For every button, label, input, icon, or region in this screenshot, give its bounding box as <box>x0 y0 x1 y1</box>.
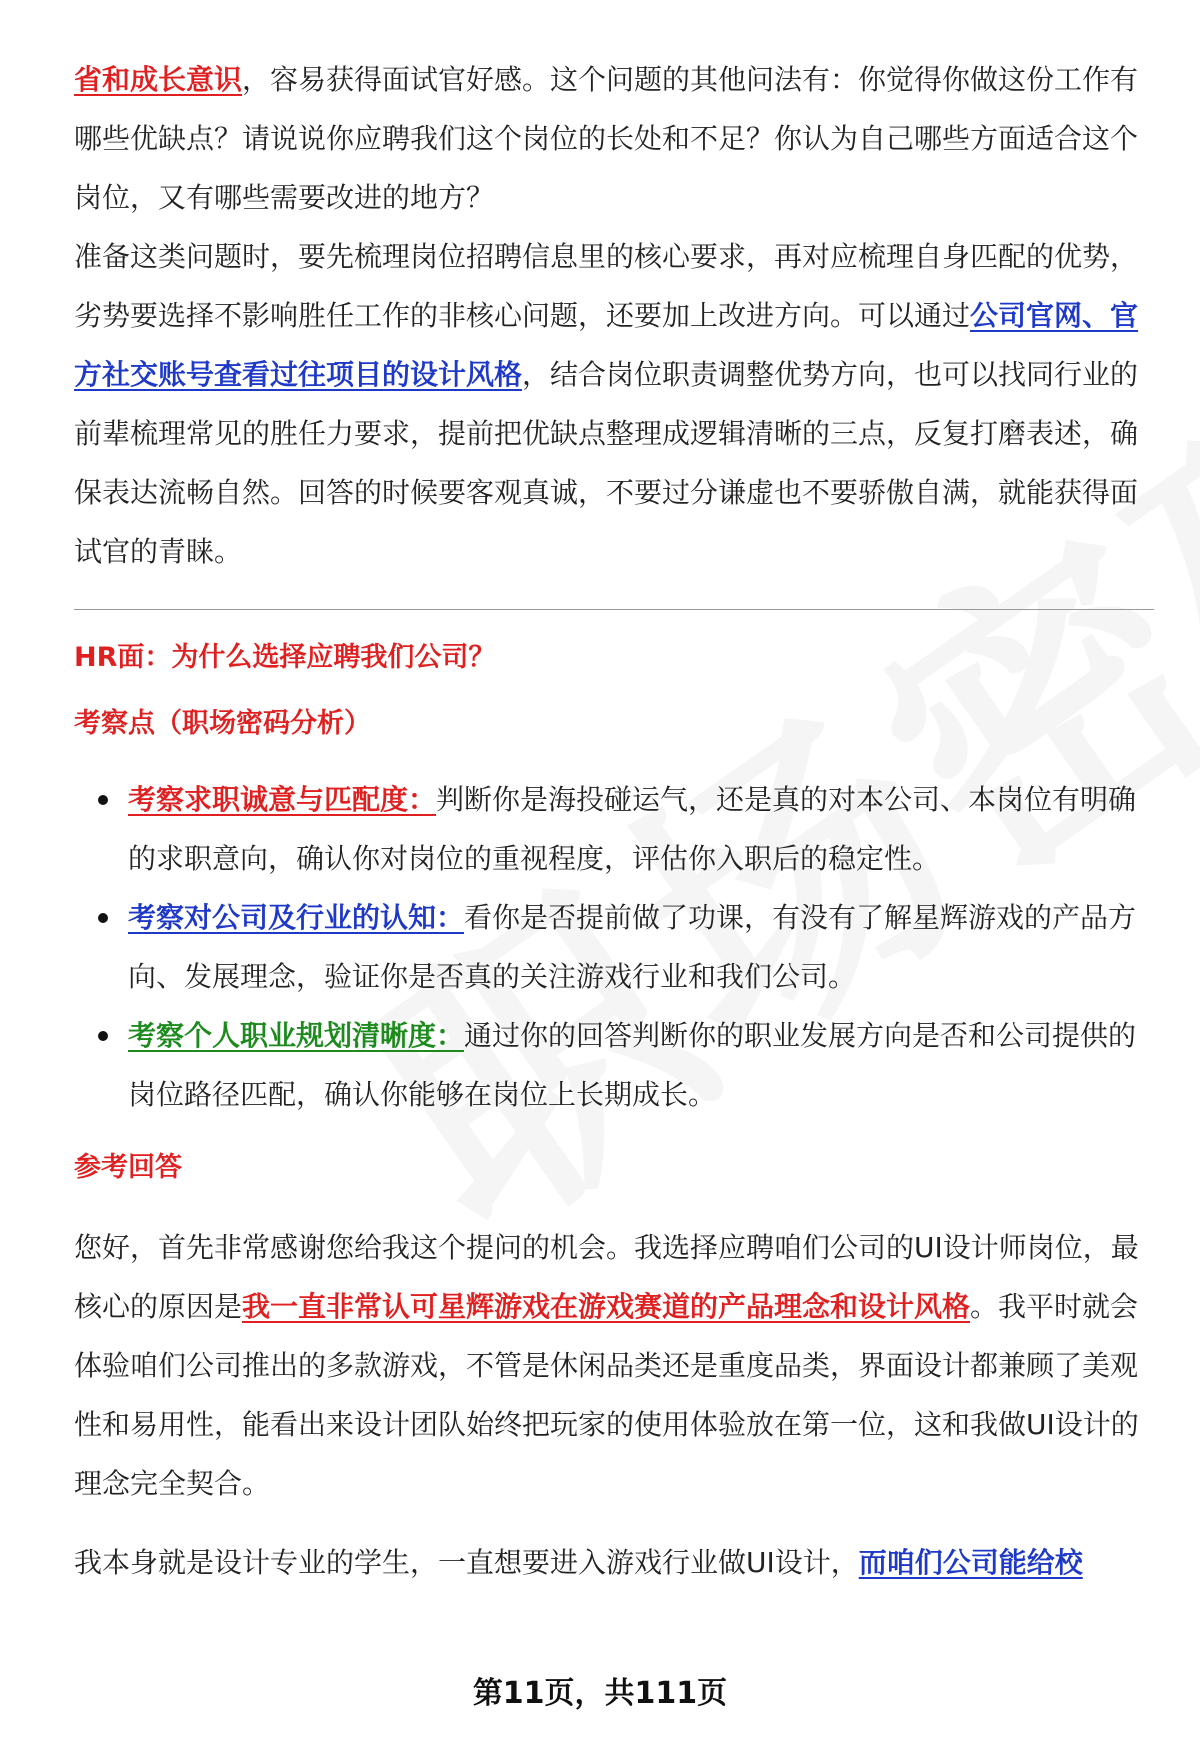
body-text: 。我平时就会体验咱们公司推出的多款游戏，不管是休闲品类还是重度品类，界面设计都兼顾了美观性和易用性，能看出来设计团队始终把玩家的使用体验放在第一位，这和我做UI设计的理念完全契合。 <box>74 1290 1139 1500</box>
paragraph-answer-1 <box>74 1218 1154 1513</box>
highlight-text: 而咱们公司能给校 <box>858 1546 1083 1579</box>
point-text: 通过你的回答判断你的职业发展方向是否和公司提供的岗位路径匹配，确认你能够在岗位上长期成长。 <box>128 1019 1137 1111</box>
paragraph-intro-continued <box>74 50 1154 227</box>
list-item <box>74 1006 1154 1124</box>
point-label: 考察对公司及行业的认知： <box>128 901 465 934</box>
highlight-text: 公司官网、官方社交账号查看过往项目的设计风格 <box>74 299 1139 391</box>
bullet-icon <box>98 1031 108 1041</box>
point-text: 看你是否提前做了功课，有没有了解星辉游戏的产品方向、发展理念，验证你是否真的关注游戏行业和我们公司。 <box>128 901 1137 993</box>
paragraph-answer-2 <box>74 1533 1154 1592</box>
bullet-icon <box>98 913 108 923</box>
body-text: 我本身就是设计专业的学生，一直想要进入游戏行业做UI设计， <box>74 1546 859 1579</box>
points-list <box>74 770 1154 1124</box>
answer-heading: 参考回答 <box>74 1152 182 1183</box>
points-heading: 考察点（职场密码分析） <box>74 708 371 739</box>
page-number: 第11页，共111页 <box>472 1676 728 1711</box>
paragraph-gap <box>74 1513 1154 1533</box>
paragraph-preparation <box>74 227 1154 581</box>
highlight-text: 我一直非常认可星辉游戏在游戏赛道的产品理念和设计风格 <box>242 1290 971 1323</box>
bullet-icon <box>98 795 108 805</box>
section-divider <box>74 609 1154 610</box>
list-item <box>74 770 1154 888</box>
document-page <box>74 50 1154 1592</box>
question-heading: HR面：为什么选择应聘我们公司？ <box>74 642 496 673</box>
body-text: 准备这类问题时，要先梳理岗位招聘信息里的核心要求，再对应梳理自身匹配的优势，劣势要选择不影响胜任工作的非核心问题，还要加上改进方向。可以通过 <box>74 240 1139 332</box>
list-item <box>74 888 1154 1006</box>
point-text: 判断你是海投碰运气，还是真的对本公司、本岗位有明确的求职意向，确认你对岗位的重视程度，评估你入职后的稳定性。 <box>128 783 1137 875</box>
body-text: 您好，首先非常感谢您给我这个提问的机会。我选择应聘咱们公司的UI设计师岗位，最核心的原因是 <box>74 1231 1139 1323</box>
highlight-text: 省和成长意识 <box>74 63 243 96</box>
body-text: ，结合岗位职责调整优势方向，也可以找同行业的前辈梳理常见的胜任力要求，提前把优缺点整理成逻辑清晰的三点，反复打磨表述，确保表达流畅自然。回答的时候要客观真诚，不要过分谦虚也不要骄傲自满，就能获得面试官的青睐。 <box>74 358 1139 568</box>
body-text: ，容易获得面试官好感。这个问题的其他问法有：你觉得你做这份工作有哪些优缺点？请说说你应聘我们这个岗位的长处和不足？你认为自己哪些方面适合这个岗位，又有哪些需要改进的地方？ <box>74 63 1139 214</box>
point-label: 考察求职诚意与匹配度： <box>128 783 437 816</box>
point-label: 考察个人职业规划清晰度： <box>128 1019 465 1052</box>
